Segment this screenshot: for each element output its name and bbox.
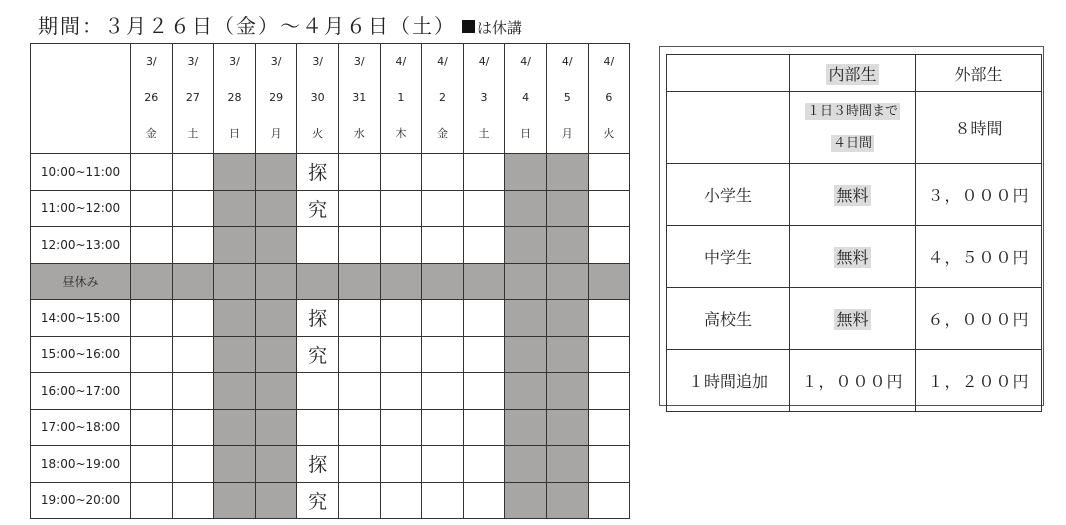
closed-cell bbox=[214, 482, 256, 519]
time-slot-row bbox=[31, 373, 630, 410]
schedule-cell bbox=[172, 482, 214, 519]
day-header-weekday: 土 bbox=[187, 127, 199, 140]
closed-cell bbox=[546, 336, 588, 373]
schedule-cell bbox=[380, 336, 422, 373]
schedule-cell bbox=[588, 482, 630, 519]
day-header-month: 3/ bbox=[145, 55, 157, 68]
schedule-cell bbox=[380, 446, 422, 483]
external-limit: ８時間 bbox=[916, 92, 1042, 164]
closed-cell bbox=[255, 190, 297, 227]
closed-cell bbox=[505, 373, 547, 410]
pricing-row bbox=[667, 226, 1042, 288]
day-header-date: 31 bbox=[352, 91, 367, 104]
schedule-cell bbox=[338, 482, 380, 519]
closed-cell bbox=[505, 227, 547, 264]
time-slot-label: 16:00~17:00 bbox=[31, 373, 131, 410]
day-header-weekday: 火 bbox=[312, 127, 324, 140]
schedule-cell bbox=[588, 446, 630, 483]
closed-cell bbox=[380, 263, 422, 300]
closed-cell bbox=[214, 300, 256, 337]
closed-cell bbox=[505, 446, 547, 483]
day-header-month: 3/ bbox=[353, 55, 365, 68]
schedule-cell bbox=[463, 373, 505, 410]
schedule-cell bbox=[463, 482, 505, 519]
day-header-weekday: 土 bbox=[478, 127, 490, 140]
time-slot-row bbox=[31, 336, 630, 373]
schedule-cell bbox=[131, 482, 173, 519]
schedule-cell bbox=[131, 227, 173, 264]
schedule-cell bbox=[422, 300, 464, 337]
period-text: 期間：３月２６日（金）～４月６日（土） bbox=[38, 14, 456, 38]
day-header bbox=[338, 44, 380, 154]
closed-cell bbox=[255, 154, 297, 191]
schedule-cell bbox=[588, 373, 630, 410]
schedule-cell bbox=[131, 154, 173, 191]
schedule-cell bbox=[380, 154, 422, 191]
closed-cell bbox=[214, 227, 256, 264]
day-header-weekday: 金 bbox=[436, 127, 448, 140]
grade-label: １時間追加 bbox=[667, 350, 790, 412]
schedule-cell bbox=[131, 336, 173, 373]
day-header bbox=[463, 44, 505, 154]
closed-cell bbox=[338, 263, 380, 300]
class-mark: 究 bbox=[297, 336, 339, 373]
day-header-weekday: 水 bbox=[353, 127, 365, 140]
closed-cell bbox=[546, 154, 588, 191]
internal-price: 無料 bbox=[790, 288, 916, 350]
external-price: １，２００円 bbox=[916, 350, 1042, 412]
schedule-cell bbox=[463, 227, 505, 264]
schedule-cell bbox=[463, 336, 505, 373]
closed-cell bbox=[255, 482, 297, 519]
day-header bbox=[214, 44, 256, 154]
day-header-date: 27 bbox=[185, 91, 200, 104]
schedule-cell bbox=[463, 409, 505, 446]
day-header-date: 28 bbox=[227, 91, 242, 104]
schedule-cell bbox=[172, 190, 214, 227]
day-header bbox=[297, 44, 339, 154]
closed-cell bbox=[505, 154, 547, 191]
day-header-month: 4/ bbox=[603, 55, 615, 68]
schedule-cell bbox=[422, 154, 464, 191]
schedule-cell bbox=[338, 300, 380, 337]
closed-cell bbox=[255, 300, 297, 337]
schedule-cell bbox=[422, 190, 464, 227]
closed-cell bbox=[505, 300, 547, 337]
grade-label: 中学生 bbox=[667, 226, 790, 288]
schedule-cell bbox=[131, 300, 173, 337]
day-header-date: 30 bbox=[310, 91, 325, 104]
schedule-cell bbox=[338, 336, 380, 373]
schedule-cell bbox=[297, 227, 339, 264]
schedule-cell bbox=[422, 446, 464, 483]
closed-cell bbox=[546, 373, 588, 410]
day-header-month: 4/ bbox=[561, 55, 573, 68]
day-header bbox=[546, 44, 588, 154]
day-header-month: 4/ bbox=[520, 55, 531, 68]
schedule-cell bbox=[172, 300, 214, 337]
schedule-cell bbox=[422, 336, 464, 373]
closed-legend-label: は休講 bbox=[477, 19, 523, 37]
day-header-month: 4/ bbox=[437, 55, 448, 68]
day-header bbox=[588, 44, 630, 154]
closed-cell bbox=[505, 482, 547, 519]
schedule-cell bbox=[172, 409, 214, 446]
schedule-cell bbox=[422, 373, 464, 410]
day-header-date: 6 bbox=[605, 91, 613, 104]
closed-cell bbox=[546, 482, 588, 519]
day-header-weekday: 火 bbox=[603, 127, 615, 140]
day-header-weekday: 日 bbox=[520, 127, 532, 140]
closed-cell bbox=[546, 227, 588, 264]
day-header-month: 4/ bbox=[478, 55, 490, 68]
time-slot-label: 12:00~13:00 bbox=[31, 227, 131, 264]
schedule-cell bbox=[588, 336, 630, 373]
day-header-date: 29 bbox=[269, 91, 284, 104]
schedule-cell bbox=[588, 190, 630, 227]
day-header bbox=[505, 44, 547, 154]
time-slot-label: 昼休み bbox=[31, 263, 131, 300]
schedule-cell bbox=[588, 154, 630, 191]
lunch-row bbox=[31, 263, 630, 300]
schedule-cell bbox=[422, 227, 464, 264]
limit-label-cell bbox=[667, 92, 790, 164]
day-header-date: 5 bbox=[563, 91, 571, 104]
closed-cell bbox=[131, 263, 173, 300]
schedule-cell bbox=[588, 227, 630, 264]
time-slot-row bbox=[31, 482, 630, 519]
schedule-cell bbox=[380, 373, 422, 410]
closed-cell bbox=[255, 263, 297, 300]
internal-price: 無料 bbox=[790, 164, 916, 226]
schedule-cell bbox=[463, 190, 505, 227]
pricing-corner-cell bbox=[667, 55, 790, 92]
closed-cell bbox=[214, 336, 256, 373]
schedule-cell bbox=[172, 154, 214, 191]
schedule-cell bbox=[131, 446, 173, 483]
closed-cell bbox=[546, 300, 588, 337]
time-slot-row bbox=[31, 446, 630, 483]
time-slot-label: 17:00~18:00 bbox=[31, 409, 131, 446]
internal-price: 無料 bbox=[790, 226, 916, 288]
day-header-month: 3/ bbox=[187, 55, 199, 68]
closed-cell bbox=[505, 409, 547, 446]
day-header-weekday: 月 bbox=[270, 127, 282, 140]
schedule-cell bbox=[422, 482, 464, 519]
pricing-row bbox=[667, 350, 1042, 412]
closed-cell bbox=[297, 263, 339, 300]
time-slot-label: 18:00~19:00 bbox=[31, 446, 131, 483]
schedule-cell bbox=[297, 409, 339, 446]
schedule-cell bbox=[172, 336, 214, 373]
schedule-cell bbox=[297, 373, 339, 410]
closed-cell bbox=[214, 409, 256, 446]
day-header-weekday: 金 bbox=[145, 127, 157, 140]
day-header-date: 26 bbox=[144, 91, 159, 104]
time-slot-row bbox=[31, 154, 630, 191]
day-header-month: 4/ bbox=[395, 55, 407, 68]
schedule-cell bbox=[380, 409, 422, 446]
closed-cell bbox=[214, 373, 256, 410]
schedule-cell bbox=[172, 446, 214, 483]
day-header bbox=[255, 44, 297, 154]
pricing-row bbox=[667, 164, 1042, 226]
schedule-cell bbox=[131, 409, 173, 446]
day-header bbox=[172, 44, 214, 154]
grade-label: 小学生 bbox=[667, 164, 790, 226]
header-corner-cell bbox=[31, 44, 131, 154]
class-mark: 探 bbox=[297, 446, 339, 483]
closed-cell bbox=[214, 154, 256, 191]
schedule-cell bbox=[338, 190, 380, 227]
closed-cell bbox=[463, 263, 505, 300]
external-price: ６，０００円 bbox=[916, 288, 1042, 350]
time-slot-label: 19:00~20:00 bbox=[31, 482, 131, 519]
internal-header: 内部生 bbox=[790, 55, 916, 92]
class-mark: 探 bbox=[297, 300, 339, 337]
time-slot-label: 10:00~11:00 bbox=[31, 154, 131, 191]
closed-cell bbox=[546, 409, 588, 446]
schedule-cell bbox=[338, 409, 380, 446]
closed-cell bbox=[422, 263, 464, 300]
schedule-cell bbox=[463, 300, 505, 337]
closed-cell bbox=[172, 263, 214, 300]
closed-cell bbox=[255, 336, 297, 373]
closed-cell bbox=[546, 190, 588, 227]
closed-cell bbox=[255, 373, 297, 410]
schedule-cell bbox=[463, 154, 505, 191]
day-header-month: 3/ bbox=[270, 55, 282, 68]
closed-cell bbox=[255, 446, 297, 483]
day-header bbox=[422, 44, 464, 154]
time-slot-label: 11:00~12:00 bbox=[31, 190, 131, 227]
schedule-cell bbox=[463, 446, 505, 483]
day-header-weekday: 木 bbox=[395, 127, 407, 140]
schedule-cell bbox=[380, 227, 422, 264]
closed-cell bbox=[546, 263, 588, 300]
schedule-cell bbox=[172, 227, 214, 264]
schedule-cell bbox=[380, 482, 422, 519]
pricing-table bbox=[666, 54, 1042, 412]
closed-cell bbox=[546, 446, 588, 483]
schedule-cell bbox=[380, 190, 422, 227]
external-price: ３，０００円 bbox=[916, 164, 1042, 226]
closed-cell bbox=[505, 190, 547, 227]
day-header-date: 3 bbox=[480, 91, 488, 104]
closed-cell bbox=[255, 227, 297, 264]
class-mark: 究 bbox=[297, 482, 339, 519]
day-header bbox=[131, 44, 173, 154]
schedule-cell bbox=[172, 373, 214, 410]
closed-cell bbox=[214, 263, 256, 300]
schedule-cell bbox=[338, 154, 380, 191]
day-header-weekday: 月 bbox=[561, 127, 573, 140]
closed-cell bbox=[214, 190, 256, 227]
schedule-cell bbox=[131, 373, 173, 410]
closed-cell bbox=[588, 263, 630, 300]
grade-label: 高校生 bbox=[667, 288, 790, 350]
time-slot-row bbox=[31, 409, 630, 446]
day-header-weekday: 日 bbox=[228, 127, 240, 140]
closed-legend-square bbox=[462, 20, 475, 33]
day-header-date: 2 bbox=[438, 91, 446, 104]
day-header-date: 4 bbox=[522, 91, 530, 104]
class-mark: 探 bbox=[297, 154, 339, 191]
time-slot-label: 15:00~16:00 bbox=[31, 336, 131, 373]
external-price: ４，５００円 bbox=[916, 226, 1042, 288]
schedule-cell bbox=[131, 190, 173, 227]
class-mark: 究 bbox=[297, 190, 339, 227]
schedule-cell bbox=[338, 227, 380, 264]
schedule-cell bbox=[380, 300, 422, 337]
time-slot-label: 14:00~15:00 bbox=[31, 300, 131, 337]
schedule-cell bbox=[338, 446, 380, 483]
day-header-month: 3/ bbox=[229, 55, 240, 68]
schedule-cell bbox=[338, 373, 380, 410]
closed-cell bbox=[214, 446, 256, 483]
schedule-cell bbox=[588, 300, 630, 337]
page-title bbox=[38, 10, 522, 39]
day-header bbox=[380, 44, 422, 154]
time-slot-row bbox=[31, 227, 630, 264]
external-header: 外部生 bbox=[916, 55, 1042, 92]
internal-price: １，０００円 bbox=[790, 350, 916, 412]
closed-cell bbox=[505, 263, 547, 300]
time-slot-row bbox=[31, 190, 630, 227]
day-header-month: 3/ bbox=[312, 55, 324, 68]
day-header-date: 1 bbox=[397, 91, 405, 104]
schedule-table bbox=[30, 43, 630, 519]
schedule-cell bbox=[588, 409, 630, 446]
closed-cell bbox=[505, 336, 547, 373]
internal-limit: １日３時間まで ４日間 bbox=[790, 92, 916, 164]
schedule-cell bbox=[422, 409, 464, 446]
closed-cell bbox=[255, 409, 297, 446]
pricing-panel bbox=[659, 46, 1044, 406]
pricing-row bbox=[667, 288, 1042, 350]
time-slot-row bbox=[31, 300, 630, 337]
